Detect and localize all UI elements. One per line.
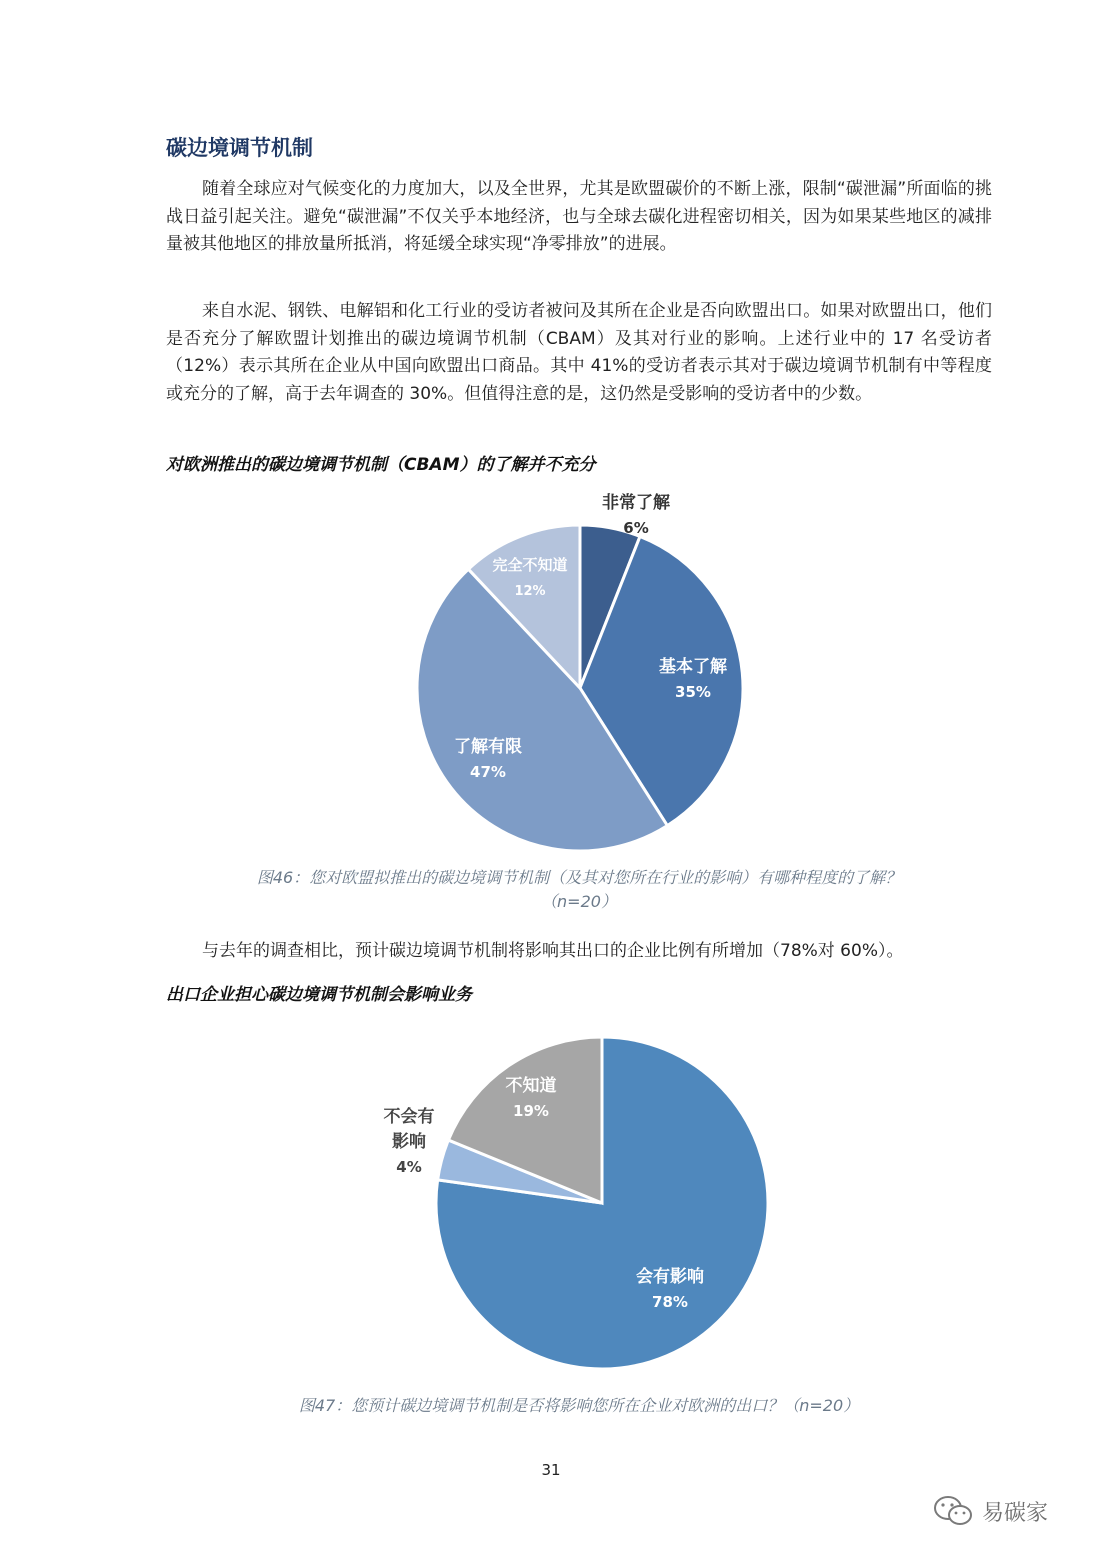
slice-name-label: 了解有限 [454,737,522,757]
watermark [932,1494,1048,1528]
slice-value-label: 35% [675,683,711,701]
figure-47-caption: 图47：您预计碳边境调节机制是否将影响您所在企业对欧洲的出口？（n=20） [298,1396,860,1415]
chart-2-heading: 出口企业担心碳边境调节机制会影响业务 [166,985,472,1005]
wechat-icon [932,1494,976,1528]
slice-name-label: 不会有 [383,1107,435,1127]
slice-value-label: 6% [623,519,649,537]
slice-value-label: 4% [396,1158,422,1176]
figure-46-caption-line1: 图46：您对欧盟拟推出的碳边境调节机制（及其对您所在行业的影响）有哪种程度的了解？ [256,868,902,887]
slice-name-label: 会有影响 [636,1267,704,1287]
slice-value-label: 19% [513,1102,549,1120]
chart-1-heading: 对欧洲推出的碳边境调节机制（CBAM）的了解并不充分 [166,455,596,475]
pie-chart-export-impact [384,1037,769,1369]
slice-value-label: 12% [514,584,546,599]
paragraph-survey: 来自水泥、钢铁、电解铝和化工行业的受访者被问及其所在企业是否向欧盟出口。如果对欧盟出口，他们是否充分了解欧盟计划推出的碳边境调节机制（CBAM）及其对行业的影响。上述行业中的 17 名受访者（12%）表示其所在企业从中国向欧盟出口商品。其中 41%的受访者表示其对于碳边境调节机制有中等程度或充分的了解，高于去年调查的 30%。但值得注意的是，这仍然是受影响的受访者中的少数。 [166,301,992,404]
pie-chart-cbam-awareness [417,492,743,851]
slice-name-label: 非常了解 [602,493,670,513]
slice-name-label: 不知道 [505,1076,557,1096]
figure-46-caption [166,866,992,914]
slice-value-label: 78% [652,1293,688,1311]
slice-value-label: 47% [470,763,506,781]
slice-name-label: 影响 [392,1132,426,1152]
page-number: 31 [541,1461,561,1479]
paragraph-comparison: 与去年的调查相比，预计碳边境调节机制将影响其出口的企业比例有所增加（78%对 60%）。 [202,941,904,961]
figure-46-caption-line2: （n=20） [541,892,617,911]
slice-name-label: 完全不知道 [492,556,568,574]
slice-name-label: 基本了解 [659,657,727,677]
paragraph-intro: 随着全球应对气候变化的力度加大，以及全世界，尤其是欧盟碳价的不断上涨，限制“碳泄漏”所面临的挑战日益引起关注。避免“碳泄漏”不仅关乎本地经济，也与全球去碳化进程密切相关，因为如果某些地区的减排量被其他地区的排放量所抵消，将延缓全球实现“净零排放”的进展。 [166,179,992,254]
watermark-text: 易碳家 [982,1500,1049,1526]
section-title: 碳边境调节机制 [166,136,313,160]
